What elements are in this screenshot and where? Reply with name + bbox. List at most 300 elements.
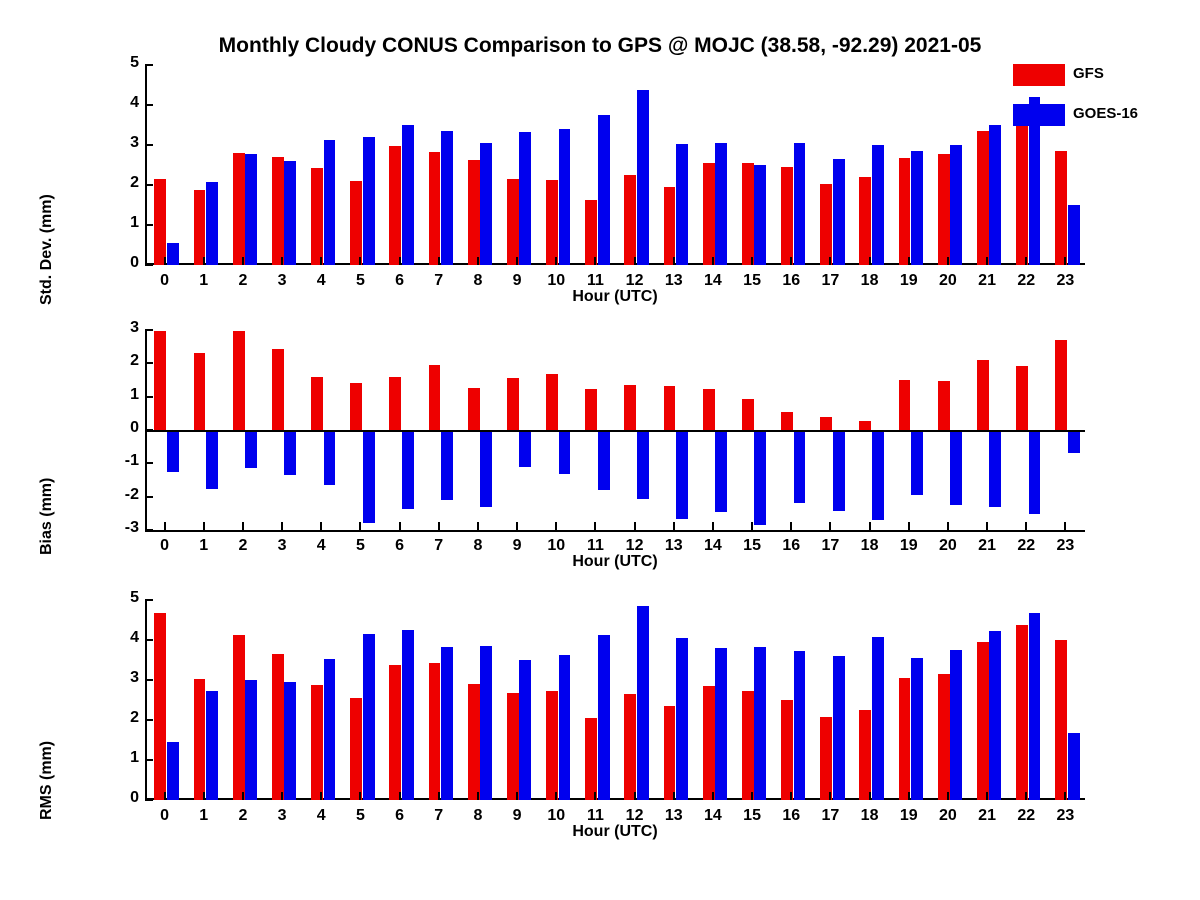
x-tick-mark <box>320 522 322 530</box>
bar-gfs-hour-3 <box>272 654 284 800</box>
bar-goes16-hour-1 <box>206 182 218 265</box>
bar-goes16-hour-9 <box>519 660 531 800</box>
bar-goes16-hour-7 <box>441 647 453 800</box>
bar-gfs-hour-6 <box>389 146 401 265</box>
y-tick-label: 0 <box>130 789 139 806</box>
bar-goes16-hour-5 <box>363 430 375 523</box>
bar-gfs-hour-11 <box>585 389 597 430</box>
bar-goes16-hour-19 <box>911 151 923 265</box>
x-tick-label: 3 <box>277 807 287 824</box>
x-tick-label: 19 <box>899 807 918 824</box>
x-tick-mark <box>516 522 518 530</box>
y-tick-label: 3 <box>130 319 139 336</box>
bar-gfs-hour-8 <box>468 684 480 800</box>
bar-goes16-hour-14 <box>715 143 727 265</box>
x-tick-label: 5 <box>355 537 365 554</box>
bar-goes16-hour-8 <box>480 646 492 800</box>
x-tick-mark <box>634 792 636 800</box>
panel-bias <box>0 319 1200 570</box>
bar-gfs-hour-2 <box>233 331 245 430</box>
plot-area-std-dev <box>145 65 1085 265</box>
y-tick-label: 1 <box>130 385 139 403</box>
x-tick-label: 18 <box>860 807 879 824</box>
x-tick-mark <box>1064 522 1066 530</box>
x-tick-mark <box>947 792 949 800</box>
bar-goes16-hour-9 <box>519 132 531 265</box>
x-tick-mark <box>986 792 988 800</box>
bar-gfs-hour-0 <box>154 613 166 800</box>
bar-gfs-hour-15 <box>742 399 754 430</box>
bar-gfs-hour-21 <box>977 131 989 265</box>
x-tick-mark <box>829 522 831 530</box>
x-tick-mark <box>516 792 518 800</box>
bar-gfs-hour-1 <box>194 353 206 430</box>
x-tick-label: 0 <box>160 807 170 824</box>
bar-gfs-hour-2 <box>233 153 245 265</box>
x-tick-mark <box>673 792 675 800</box>
bar-goes16-hour-3 <box>284 430 296 475</box>
bar-gfs-hour-3 <box>272 349 284 430</box>
bar-goes16-hour-11 <box>598 115 610 265</box>
x-tick-label: 14 <box>704 807 722 824</box>
y-tick-label: 2 <box>130 709 139 726</box>
x-tick-mark <box>594 257 596 265</box>
bar-goes16-hour-2 <box>245 430 257 468</box>
bar-gfs-hour-18 <box>859 177 871 265</box>
x-tick-mark <box>594 522 596 530</box>
x-tick-label: 5 <box>355 807 365 824</box>
bar-goes16-hour-21 <box>989 631 1001 800</box>
bar-goes16-hour-6 <box>402 125 414 265</box>
x-tick-mark <box>242 522 244 530</box>
plot-area-rms <box>145 600 1085 800</box>
bar-goes16-hour-20 <box>950 650 962 800</box>
bar-goes16-hour-10 <box>559 655 571 800</box>
x-tick-mark <box>673 522 675 530</box>
bar-goes16-hour-16 <box>794 651 806 800</box>
y-tick-mark <box>145 104 153 106</box>
bar-gfs-hour-10 <box>546 691 558 800</box>
bar-gfs-hour-9 <box>507 693 519 800</box>
bar-gfs-hour-8 <box>468 388 480 430</box>
x-tick-mark <box>281 792 283 800</box>
bar-goes16-hour-18 <box>872 637 884 800</box>
x-tick-mark <box>320 792 322 800</box>
bar-gfs-hour-18 <box>859 421 871 430</box>
bar-goes16-hour-20 <box>950 430 962 505</box>
x-tick-label: 9 <box>512 537 522 554</box>
x-tick-mark <box>986 257 988 265</box>
bar-goes16-hour-15 <box>754 165 766 265</box>
x-tick-label: 3 <box>277 537 287 554</box>
bar-gfs-hour-12 <box>624 175 636 265</box>
x-tick-mark <box>751 257 753 265</box>
x-tick-mark <box>555 792 557 800</box>
bar-goes16-hour-4 <box>324 140 336 265</box>
x-tick-label: 5 <box>355 272 365 289</box>
bar-gfs-hour-13 <box>664 187 676 265</box>
x-tick-label: 14 <box>704 272 722 289</box>
bar-gfs-hour-17 <box>820 184 832 265</box>
bar-gfs-hour-17 <box>820 417 832 430</box>
x-tick-mark <box>869 522 871 530</box>
x-tick-mark <box>947 257 949 265</box>
x-tick-label: 7 <box>434 537 444 554</box>
axis-label-x-bias: Hour (UTC) <box>572 553 658 570</box>
x-tick-label: 1 <box>199 807 209 824</box>
x-tick-label: 21 <box>978 537 996 554</box>
x-tick-mark <box>555 257 557 265</box>
x-tick-mark <box>164 792 166 800</box>
bar-goes16-hour-19 <box>911 430 923 495</box>
bottom-axis-line <box>145 530 1085 532</box>
y-tick-label: 0 <box>130 419 139 436</box>
bar-goes16-hour-5 <box>363 634 375 800</box>
x-tick-label: 18 <box>860 537 879 554</box>
x-tick-label: 3 <box>277 272 287 289</box>
bar-gfs-hour-9 <box>507 179 519 265</box>
x-tick-label: 1 <box>199 272 209 289</box>
x-tick-mark <box>908 792 910 800</box>
bar-gfs-hour-9 <box>507 378 519 430</box>
bar-goes16-hour-1 <box>206 430 218 489</box>
x-tick-mark <box>359 792 361 800</box>
x-tick-mark <box>712 257 714 265</box>
bar-gfs-hour-17 <box>820 717 832 800</box>
bar-gfs-hour-5 <box>350 181 362 265</box>
bar-goes16-hour-11 <box>598 430 610 490</box>
x-tick-mark <box>555 522 557 530</box>
x-tick-label: 15 <box>743 272 761 289</box>
x-tick-label: 10 <box>547 537 566 554</box>
x-tick-mark <box>164 257 166 265</box>
x-tick-label: 6 <box>395 272 405 289</box>
bar-goes16-hour-6 <box>402 430 414 509</box>
bar-goes16-hour-2 <box>245 154 257 265</box>
bar-gfs-hour-14 <box>703 686 715 800</box>
x-tick-mark <box>908 257 910 265</box>
x-tick-label: 0 <box>160 272 170 289</box>
bar-gfs-hour-15 <box>742 163 754 265</box>
y-tick-mark <box>145 144 153 146</box>
bar-goes16-hour-21 <box>989 125 1001 265</box>
x-tick-mark <box>908 522 910 530</box>
x-tick-mark <box>164 522 166 530</box>
bar-goes16-hour-7 <box>441 131 453 265</box>
y-tick-mark <box>145 599 153 601</box>
bar-goes16-hour-15 <box>754 647 766 800</box>
x-tick-label: 9 <box>512 807 522 824</box>
x-tick-label: 17 <box>821 272 840 289</box>
bar-gfs-hour-10 <box>546 374 558 430</box>
bar-goes16-hour-17 <box>833 159 845 265</box>
bar-goes16-hour-4 <box>324 659 336 800</box>
x-tick-mark <box>1064 257 1066 265</box>
y-tick-mark <box>145 799 153 801</box>
bar-goes16-hour-12 <box>637 606 649 800</box>
y-tick-label: 1 <box>130 749 139 766</box>
x-tick-label: 7 <box>434 807 444 824</box>
y-tick-mark <box>145 639 153 641</box>
legend-swatch-gfs <box>1013 64 1065 86</box>
bar-gfs-hour-6 <box>389 377 401 430</box>
y-tick-label: -1 <box>124 452 139 470</box>
bar-gfs-hour-7 <box>429 365 441 430</box>
x-tick-mark <box>477 792 479 800</box>
bar-goes16-hour-0 <box>167 243 179 265</box>
x-tick-mark <box>790 257 792 265</box>
bar-gfs-hour-22 <box>1016 109 1028 265</box>
x-tick-label: 20 <box>939 272 957 289</box>
bar-gfs-hour-16 <box>781 412 793 430</box>
x-tick-mark <box>203 257 205 265</box>
y-tick-label: 3 <box>130 669 139 686</box>
x-tick-mark <box>1025 522 1027 530</box>
x-tick-label: 18 <box>860 272 879 289</box>
x-tick-label: 14 <box>704 537 722 554</box>
bar-gfs-hour-1 <box>194 190 206 265</box>
x-tick-mark <box>869 257 871 265</box>
x-tick-label: 22 <box>1017 537 1036 554</box>
y-tick-mark <box>145 362 153 364</box>
bar-goes16-hour-21 <box>989 430 1001 507</box>
y-tick-mark <box>145 64 153 66</box>
bar-goes16-hour-9 <box>519 430 531 467</box>
x-tick-label: 11 <box>586 537 604 554</box>
x-tick-mark <box>1064 792 1066 800</box>
bar-goes16-hour-14 <box>715 430 727 512</box>
panel-rms <box>0 590 1200 840</box>
x-tick-label: 20 <box>939 537 957 554</box>
x-tick-label: 6 <box>395 537 405 554</box>
bar-gfs-hour-22 <box>1016 366 1028 430</box>
x-tick-mark <box>790 792 792 800</box>
bar-goes16-hour-15 <box>754 430 766 525</box>
x-tick-label: 16 <box>782 807 801 824</box>
x-tick-mark <box>203 522 205 530</box>
axis-label-y-stddev: Std. Dev. (mm) <box>38 194 55 305</box>
x-tick-label: 1 <box>199 537 209 554</box>
bar-gfs-hour-20 <box>938 674 950 800</box>
x-tick-label: 12 <box>625 272 644 289</box>
x-tick-mark <box>438 522 440 530</box>
x-tick-mark <box>790 522 792 530</box>
bar-gfs-hour-15 <box>742 691 754 800</box>
x-tick-mark <box>281 257 283 265</box>
y-tick-label: -3 <box>124 519 139 536</box>
bar-gfs-hour-4 <box>311 168 323 265</box>
x-tick-label: 21 <box>978 272 996 289</box>
x-tick-label: 22 <box>1017 807 1036 824</box>
bar-gfs-hour-8 <box>468 160 480 265</box>
y-tick-mark <box>145 396 153 398</box>
x-tick-label: 17 <box>821 537 840 554</box>
bar-goes16-hour-4 <box>324 430 336 485</box>
x-tick-mark <box>203 792 205 800</box>
x-tick-label: 2 <box>238 537 248 554</box>
y-tick-label: 0 <box>130 254 139 271</box>
bar-gfs-hour-4 <box>311 377 323 430</box>
x-tick-mark <box>438 792 440 800</box>
x-tick-label: 11 <box>586 807 604 824</box>
bar-goes16-hour-16 <box>794 143 806 265</box>
x-tick-mark <box>634 522 636 530</box>
x-tick-label: 8 <box>473 537 483 554</box>
y-tick-mark <box>145 184 153 186</box>
bar-goes16-hour-18 <box>872 145 884 265</box>
x-tick-mark <box>359 522 361 530</box>
x-tick-mark <box>712 792 714 800</box>
x-tick-mark <box>399 522 401 530</box>
bar-goes16-hour-23 <box>1068 430 1080 453</box>
x-tick-label: 12 <box>625 807 644 824</box>
x-tick-label: 21 <box>978 807 996 824</box>
x-tick-mark <box>516 257 518 265</box>
bar-gfs-hour-19 <box>899 158 911 265</box>
bar-gfs-hour-23 <box>1055 151 1067 265</box>
bar-gfs-hour-4 <box>311 685 323 800</box>
bar-goes16-hour-16 <box>794 430 806 503</box>
y-tick-mark <box>145 264 153 266</box>
x-tick-label: 10 <box>547 272 566 289</box>
bar-gfs-hour-5 <box>350 383 362 430</box>
bar-goes16-hour-1 <box>206 691 218 800</box>
bar-goes16-hour-17 <box>833 430 845 511</box>
axis-label-x-rms: Hour (UTC) <box>572 823 658 840</box>
bar-goes16-hour-22 <box>1029 430 1041 514</box>
y-tick-mark <box>145 496 153 498</box>
bar-goes16-hour-20 <box>950 145 962 265</box>
zero-axis-line <box>145 430 1085 432</box>
bar-gfs-hour-7 <box>429 152 441 265</box>
bar-goes16-hour-3 <box>284 161 296 265</box>
x-tick-label: 16 <box>782 272 801 289</box>
x-tick-mark <box>712 522 714 530</box>
bar-goes16-hour-8 <box>480 430 492 507</box>
legend-label-gfs: GFS <box>1073 65 1104 82</box>
bar-gfs-hour-3 <box>272 157 284 265</box>
bar-gfs-hour-11 <box>585 718 597 800</box>
bar-goes16-hour-17 <box>833 656 845 800</box>
bar-goes16-hour-3 <box>284 682 296 800</box>
y-tick-mark <box>145 719 153 721</box>
bar-goes16-hour-14 <box>715 648 727 800</box>
bar-gfs-hour-16 <box>781 167 793 265</box>
legend-label-goes16: GOES-16 <box>1073 105 1139 122</box>
bar-gfs-hour-23 <box>1055 640 1067 800</box>
y-tick-mark <box>145 329 153 331</box>
y-tick-mark <box>145 224 153 226</box>
x-tick-mark <box>947 522 949 530</box>
y-tick-label: -2 <box>124 485 139 503</box>
x-tick-label: 20 <box>939 807 957 824</box>
x-tick-mark <box>281 522 283 530</box>
bar-goes16-hour-13 <box>676 638 688 800</box>
x-tick-label: 12 <box>625 537 644 554</box>
x-tick-label: 19 <box>899 537 918 554</box>
page-title: Monthly Cloudy CONUS Comparison to GPS @ MOJC (38.58, -92.29) 2021-05 <box>218 34 982 57</box>
x-tick-mark <box>477 257 479 265</box>
x-tick-mark <box>673 257 675 265</box>
x-tick-label: 2 <box>238 807 248 824</box>
y-tick-label: 5 <box>130 54 139 71</box>
x-tick-mark <box>594 792 596 800</box>
y-tick-label: 2 <box>130 174 139 191</box>
x-tick-label: 4 <box>316 272 326 289</box>
x-tick-mark <box>1025 792 1027 800</box>
x-tick-mark <box>986 522 988 530</box>
x-tick-label: 23 <box>1056 537 1075 554</box>
y-tick-mark <box>145 679 153 681</box>
bar-gfs-hour-10 <box>546 180 558 265</box>
axis-label-y-bias: Bias (mm) <box>38 477 55 555</box>
bar-gfs-hour-14 <box>703 163 715 265</box>
bar-goes16-hour-23 <box>1068 733 1080 800</box>
x-tick-mark <box>751 792 753 800</box>
x-tick-mark <box>438 257 440 265</box>
bar-gfs-hour-12 <box>624 694 636 800</box>
bar-gfs-hour-19 <box>899 380 911 430</box>
x-tick-label: 23 <box>1056 272 1075 289</box>
legend-item-gfs <box>1013 62 1193 92</box>
bar-goes16-hour-23 <box>1068 205 1080 265</box>
x-tick-label: 0 <box>160 537 170 554</box>
x-tick-label: 13 <box>664 272 683 289</box>
x-tick-mark <box>320 257 322 265</box>
y-tick-mark <box>145 759 153 761</box>
x-tick-label: 17 <box>821 807 840 824</box>
x-tick-label: 10 <box>547 807 566 824</box>
bar-goes16-hour-10 <box>559 129 571 265</box>
x-tick-mark <box>359 257 361 265</box>
bar-goes16-hour-22 <box>1029 613 1041 800</box>
x-tick-mark <box>1025 257 1027 265</box>
x-tick-label: 16 <box>782 537 801 554</box>
bar-goes16-hour-5 <box>363 137 375 265</box>
axis-label-y-rms: RMS (mm) <box>38 740 55 820</box>
x-tick-mark <box>829 792 831 800</box>
x-tick-label: 11 <box>586 272 604 289</box>
bar-goes16-hour-12 <box>637 430 649 499</box>
bar-gfs-hour-14 <box>703 389 715 430</box>
bar-gfs-hour-20 <box>938 154 950 265</box>
bar-gfs-hour-20 <box>938 381 950 430</box>
axis-label-x-stddev: Hour (UTC) <box>572 288 658 305</box>
x-tick-label: 7 <box>434 272 444 289</box>
bar-gfs-hour-7 <box>429 663 441 800</box>
legend-item-goes16 <box>1013 102 1193 132</box>
x-tick-mark <box>242 257 244 265</box>
x-tick-label: 23 <box>1056 807 1075 824</box>
x-tick-label: 22 <box>1017 272 1036 289</box>
bar-goes16-hour-0 <box>167 742 179 800</box>
bar-goes16-hour-18 <box>872 430 884 520</box>
y-tick-label: 4 <box>130 629 139 646</box>
bar-gfs-hour-23 <box>1055 340 1067 430</box>
bar-gfs-hour-2 <box>233 635 245 800</box>
x-tick-label: 4 <box>316 807 326 824</box>
y-tick-mark <box>145 462 153 464</box>
x-tick-label: 6 <box>395 807 405 824</box>
x-tick-label: 9 <box>512 272 522 289</box>
y-tick-label: 2 <box>130 352 139 370</box>
y-tick-label: 4 <box>130 94 139 111</box>
bar-goes16-hour-13 <box>676 430 688 519</box>
x-tick-label: 15 <box>743 807 761 824</box>
bar-goes16-hour-8 <box>480 143 492 265</box>
x-tick-label: 13 <box>664 807 683 824</box>
bar-goes16-hour-6 <box>402 630 414 800</box>
